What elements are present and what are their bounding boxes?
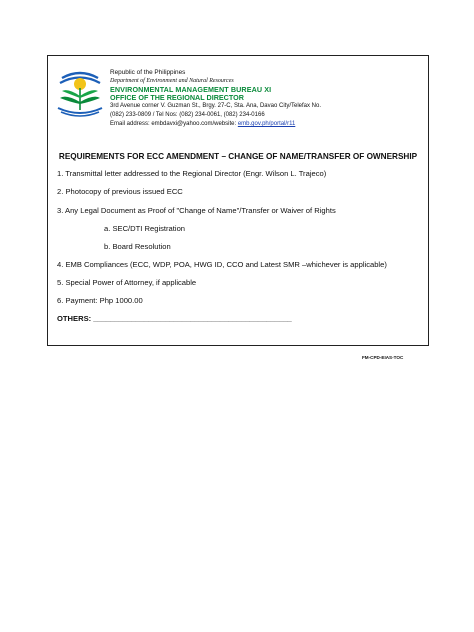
requirement-3b: b. Board Resolution	[104, 242, 171, 251]
letterhead	[110, 68, 425, 129]
emb-logo-icon	[52, 64, 108, 120]
office-line: OFFICE OF THE REGIONAL DIRECTOR	[110, 93, 244, 102]
others-line: OTHERS: _______________________________________________	[57, 314, 292, 323]
requirement-3a: a. SEC/DTI Registration	[104, 224, 186, 233]
requirement-4: 4. EMB Compliances (ECC, WDP, POA, HWG ID, CCO and Latest SMR –whichever is applicable)	[57, 260, 387, 269]
republic-line: Republic of the Philippines	[110, 69, 186, 76]
email-line	[110, 120, 425, 129]
address-line: 3rd Avenue corner V. Guzman St., Brgy. 27-C, Sta. Ana, Davao City/Telefax No.	[110, 103, 321, 109]
department-line: Department of Environment and Natural Resources	[110, 78, 234, 84]
requirement-1: 1. Transmittal letter addressed to the Regional Director (Engr. Wilson L. Trajeco)	[57, 169, 327, 178]
website-link[interactable]: emb.gov.ph/portal/r11	[237, 121, 296, 127]
page-title: REQUIREMENTS FOR ECC AMENDMENT – CHANGE OF NAME/TRANSFER OF OWNERSHIP	[58, 152, 418, 161]
form-code: FM-CPD-EIAS-TOC	[362, 355, 404, 360]
requirement-6: 6. Payment: Php 1000.00	[57, 296, 143, 305]
requirement-5: 5. Special Power of Attorney, if applicable	[57, 278, 197, 287]
bureau-line: ENVIRONMENTAL MANAGEMENT BUREAU XI	[110, 85, 272, 94]
email-text: Email address: embdavxi@yahoo.com/website:	[110, 121, 238, 127]
phone-line: (082) 233-0809 / Tel Nos: (082) 234-0061, (082) 234-0166	[110, 112, 265, 118]
requirement-3: 3. Any Legal Document as Proof of "Change of Name"/Transfer or Waiver of Rights	[57, 206, 336, 215]
requirement-2: 2. Photocopy of previous issued ECC	[57, 187, 183, 196]
